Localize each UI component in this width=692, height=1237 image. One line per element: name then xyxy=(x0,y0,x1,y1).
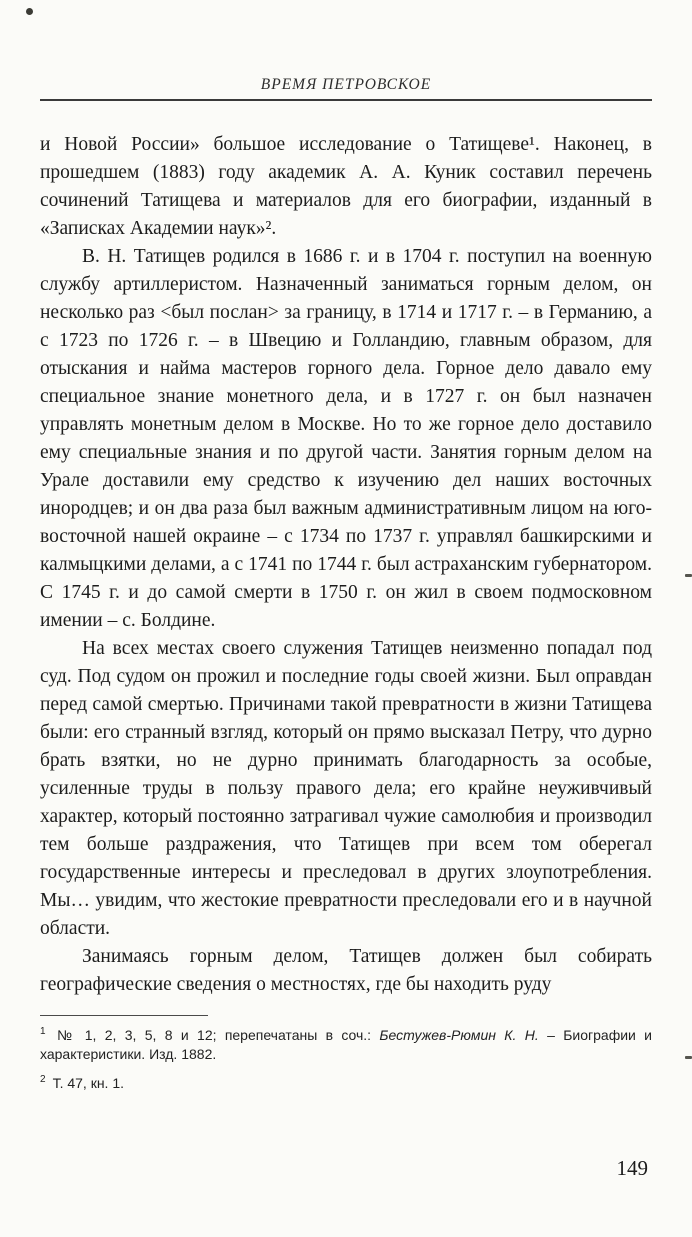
footnote-2-text: Т. 47, кн. 1. xyxy=(52,1075,125,1091)
paragraph-trials: На всех местах своего служения Татищев неизменно попадал под суд. Под судом он прожил и последние годы своей жизни. Был оправдан перед самой смертью. Причинами такой превратности в жизни Татищева были: его странный взгляд, который он прямо высказал Петру, что дурно брать взятки, но не дурно принимать благодарность за особые, усиленные труды в пользу правого дела; его крайне неуживчивый характер, который постоянно затрагивал чужие самолюбия и производил тем больше раздражения, что Татищев при всем том оберегал государственные интересы и преследовал в других злоупотребления. Мы… увидим, что жестокие превратности преследовали его и в научной области. xyxy=(40,638,652,939)
paragraph-geography: Занимаясь горным делом, Татищев должен был собирать географические сведения о местностях, где бы находить руду xyxy=(40,946,652,995)
footnote-1-text: № 1, 2, 3, 5, 8 и 12; перепечатаны в соч.: xyxy=(52,1027,380,1043)
footnote-1-text-after: – Биографии и характеристики. Изд. 1882. xyxy=(40,1027,652,1062)
paragraph-continuation: и Новой России» большое исследование о Татищеве¹. Наконец, в прошедшем (1883) году академик А. А. Куник составил перечень сочинений Татищева и материалов для его биографии, изданный в «Записках Академии наук»². xyxy=(40,134,652,239)
footnote-separator-rule xyxy=(40,1015,208,1016)
scan-mark-icon xyxy=(685,1056,692,1059)
footnote-1-marker: 1 xyxy=(40,1026,46,1038)
footnote-2 xyxy=(40,1074,652,1093)
footnotes-block xyxy=(40,1026,652,1093)
footnote-2-marker: 2 xyxy=(40,1074,46,1086)
footnote-1 xyxy=(40,1026,652,1064)
header-rule xyxy=(40,99,652,101)
scan-mark-icon xyxy=(685,574,692,577)
paragraph-biography: В. Н. Татищев родился в 1686 г. и в 1704 г. поступил на военную службу артиллеристом. Назначенный заниматься горным делом, он несколько раз <был послан> за границу, в 1714 и 1717 г. – в Германию, а с 1723 по 1726 г. – в Швецию и Голландию, главным образом, для отыскания и найма мастеров горного дела. Горное дело давало ему специальное знание монетного дела, и в 1727 г. он был назначен управлять монетным делом в Москве. Но то же горное дело доставило ему специальные знания и по другой части. Занятия горным делом на Урале доставили ему средство к изучению дел наших восточных инородцев; и он два раза был важным административным лицом на юго-восточной нашей окраине – с 1734 по 1737 г. управлял башкирскими и калмыцкими делами, а с 1741 по 1744 г. был астраханским губернатором. С 1745 г. и до самой смерти в 1750 г. он жил в своем подмосковном имении – с. Болдине. xyxy=(40,246,652,631)
page-number: 149 xyxy=(616,1156,648,1180)
running-header-title: ВРЕМЯ ПЕТРОВСКОЕ xyxy=(260,76,432,93)
body-text xyxy=(40,131,652,999)
scan-speck-icon xyxy=(26,8,33,15)
footnote-1-author-italic: Бестужев-Рюмин К. Н. xyxy=(379,1027,539,1043)
